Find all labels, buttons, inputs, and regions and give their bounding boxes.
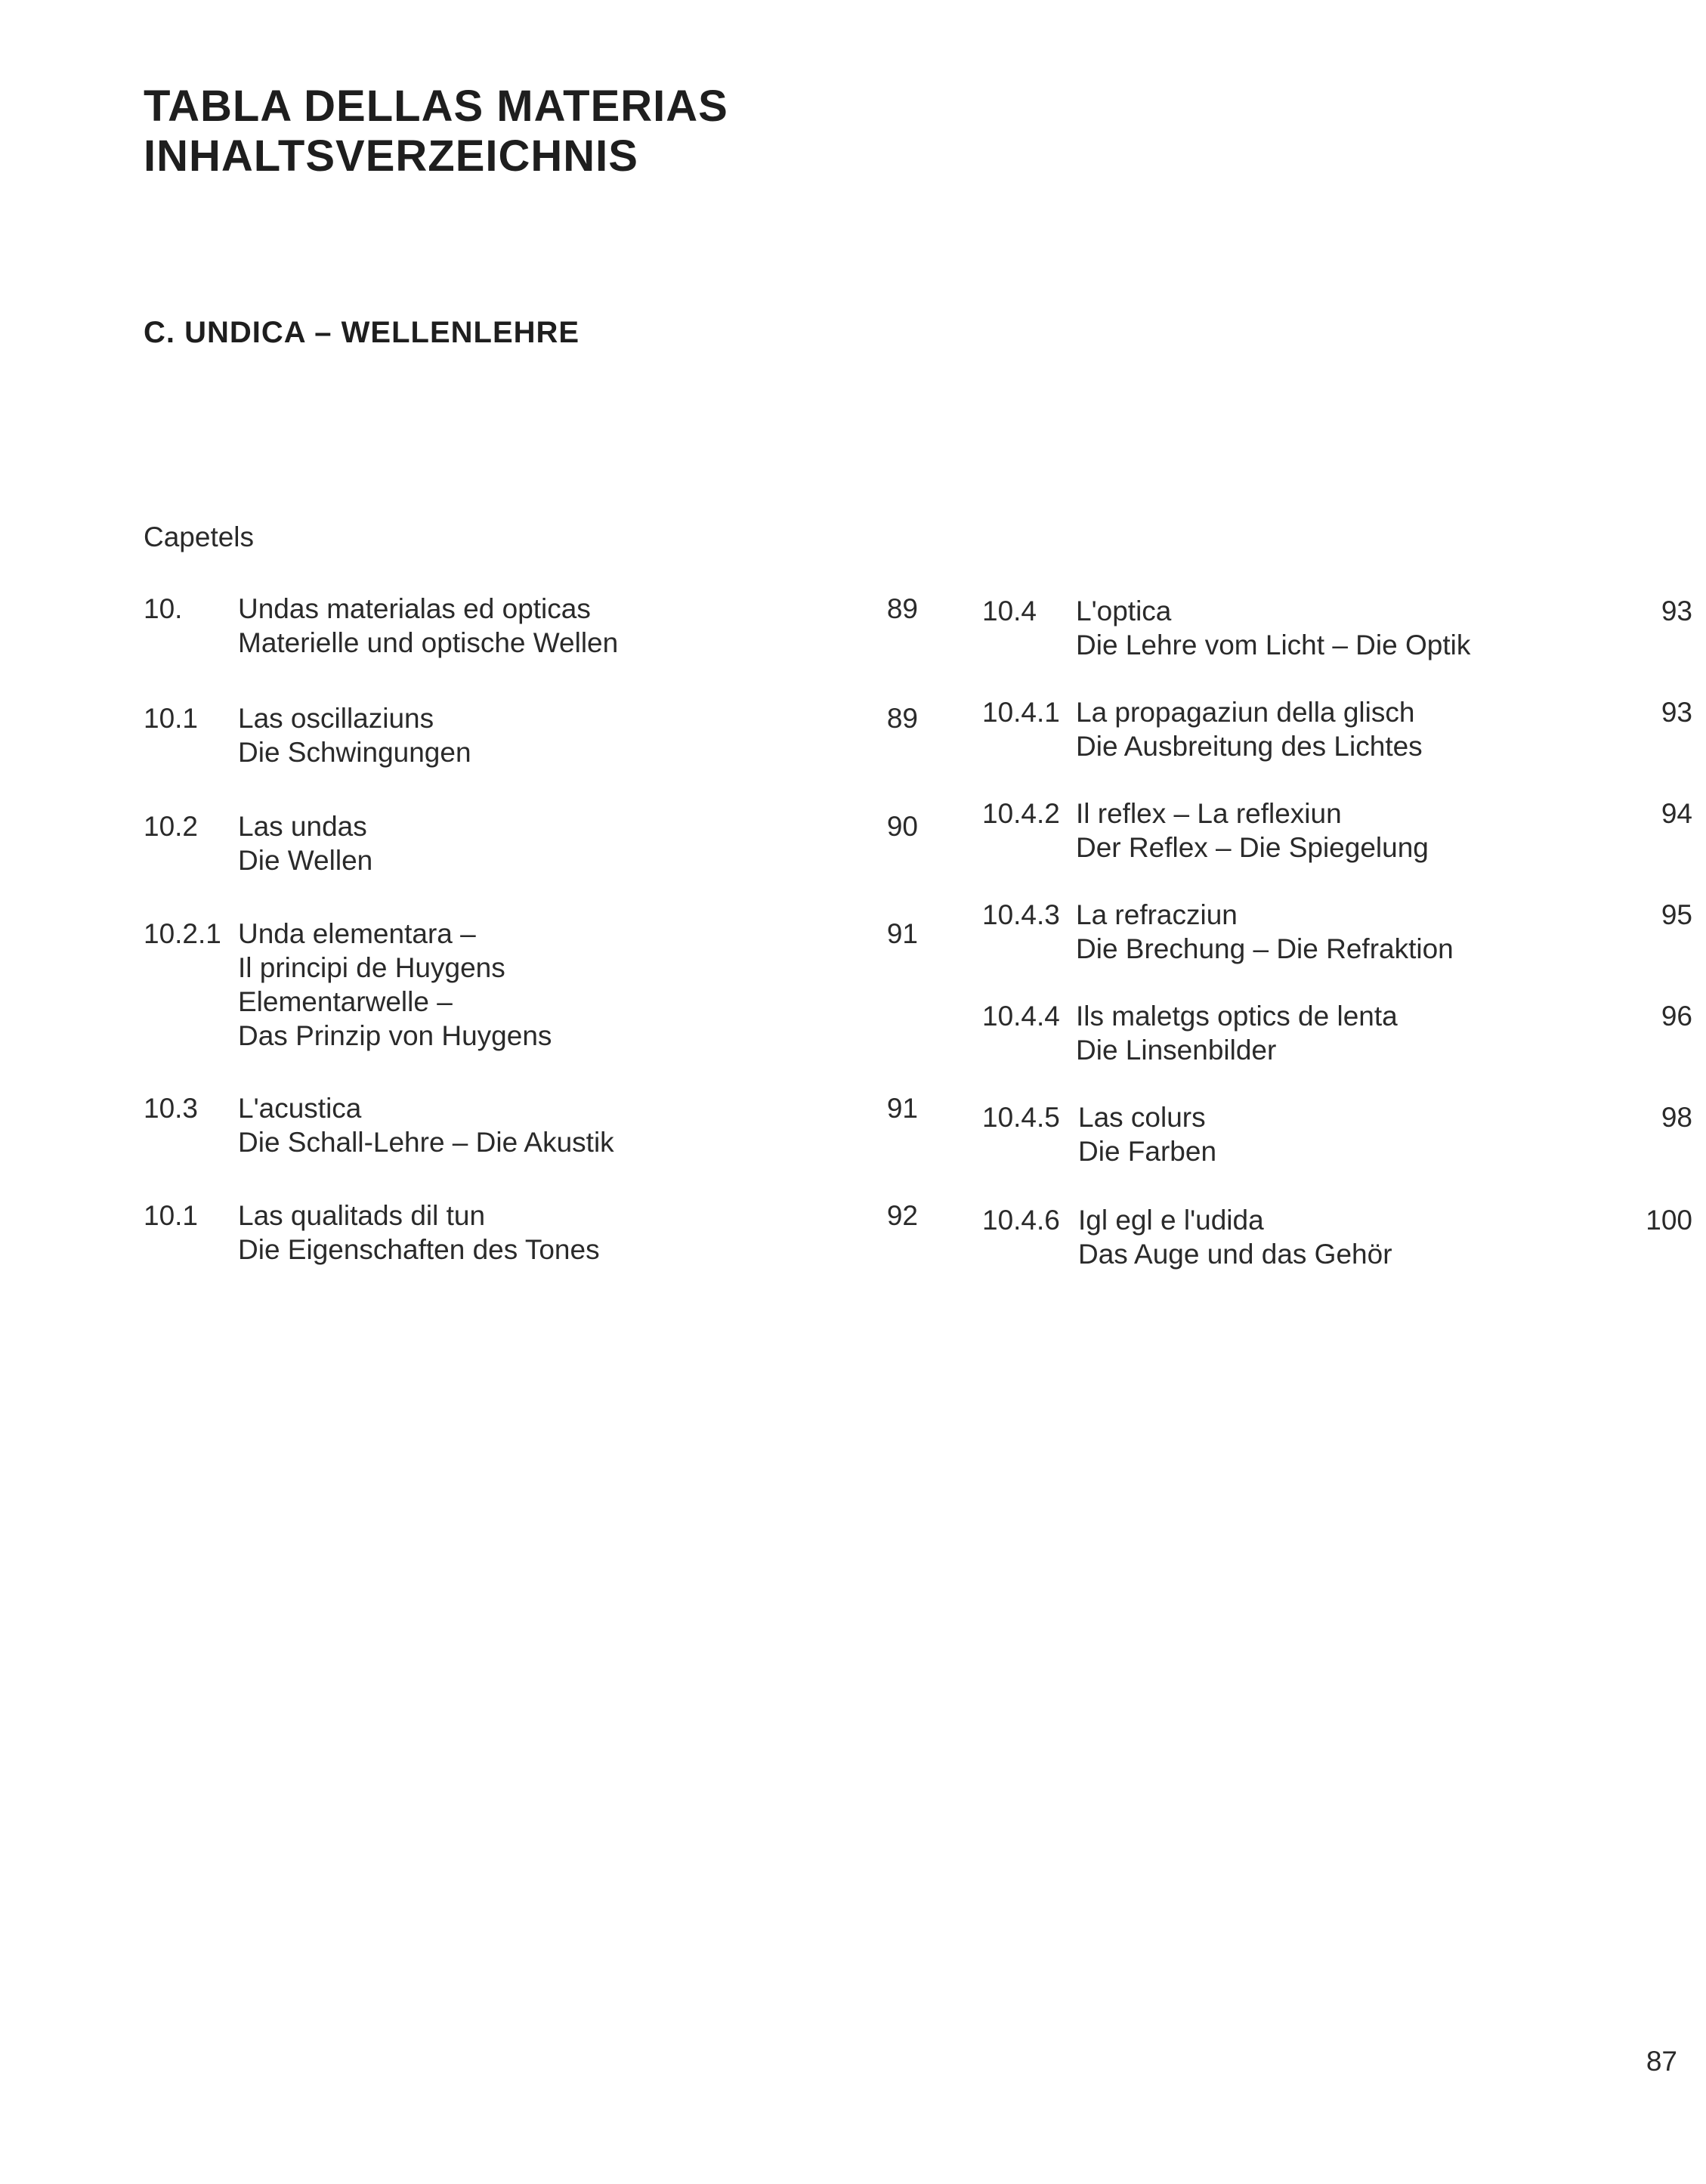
toc-entry-titles xyxy=(238,592,618,660)
toc-entry-title: Die Wellen xyxy=(238,845,373,876)
toc-entry-titles xyxy=(238,1091,614,1159)
toc-entry-number: 10.4.5 xyxy=(982,1102,1060,1133)
toc-entry-title: Die Eigenschaften des Tones xyxy=(238,1234,600,1265)
toc-entry-title: Materielle und optische Wellen xyxy=(238,627,619,658)
toc-entry-number: 10.4 xyxy=(982,595,1037,626)
toc-entry-title: Elementarwelle – xyxy=(238,986,453,1017)
toc-entry-title: Igl egl e l'udida xyxy=(1078,1205,1264,1236)
toc-entry-page: 98 xyxy=(1661,1102,1692,1133)
toc-entry-title: Die Schwingungen xyxy=(238,737,471,768)
page-number: 87 xyxy=(1646,2046,1677,2077)
toc-entry-title: Die Farben xyxy=(1078,1136,1217,1167)
toc-entry-number: 10. xyxy=(144,593,183,624)
toc-entry-titles xyxy=(1076,898,1454,966)
section-heading: C. UNDICA – WELLENLEHRE xyxy=(144,316,580,349)
toc-entry-title: La propagaziun della glisch xyxy=(1076,697,1415,728)
toc-entry-page: 92 xyxy=(886,1200,918,1231)
toc-entry-titles xyxy=(238,701,471,769)
toc-entry-title: Der Reflex – Die Spiegelung xyxy=(1076,832,1429,863)
toc-entry-title: Il reflex – La reflexiun xyxy=(1076,798,1342,829)
title-line-1: TABLA DELLAS MATERIAS xyxy=(144,82,728,131)
toc-entry-page: 89 xyxy=(886,593,918,624)
toc-entry-number: 10.4.6 xyxy=(982,1205,1060,1236)
toc-entry-titles xyxy=(238,917,552,1053)
toc-entry-number: 10.2.1 xyxy=(144,918,221,949)
toc-entry-titles xyxy=(238,1199,600,1267)
toc-entry-page: 94 xyxy=(1661,798,1692,829)
title-line-2: INHALTSVERZEICHNIS xyxy=(144,131,638,181)
toc-entry-titles xyxy=(1078,1100,1216,1168)
toc-entry-titles xyxy=(1076,797,1429,865)
toc-entry-title: Il principi de Huygens xyxy=(238,952,505,983)
toc-entry-title: Die Ausbreitung des Lichtes xyxy=(1076,731,1423,762)
toc-entry-titles xyxy=(1078,1203,1392,1271)
toc-entry-title: L'optica xyxy=(1076,595,1172,626)
toc-entry-title: Ils maletgs optics de lenta xyxy=(1076,1001,1398,1032)
toc-entry-title: Las oscillaziuns xyxy=(238,703,434,734)
toc-entry-page: 89 xyxy=(886,703,918,734)
toc-entry-number: 10.3 xyxy=(144,1093,199,1124)
toc-entry-title: Die Lehre vom Licht – Die Optik xyxy=(1076,630,1471,660)
toc-entry-title: Las qualitads dil tun xyxy=(238,1200,486,1231)
toc-entry-title: Las colurs xyxy=(1078,1102,1206,1133)
toc-entry-number: 10.4.2 xyxy=(982,798,1060,829)
toc-entry-number: 10.4.4 xyxy=(982,1001,1060,1032)
toc-entry-page: 91 xyxy=(886,918,918,949)
toc-entry-title: La refracziun xyxy=(1076,899,1238,930)
toc-entry-page: 96 xyxy=(1661,1001,1692,1032)
toc-entry-title: Las undas xyxy=(238,811,367,842)
toc-entry-titles xyxy=(1076,594,1470,662)
toc-entry-title: Die Linsenbilder xyxy=(1076,1035,1277,1066)
toc-entry-page: 95 xyxy=(1661,899,1692,930)
toc-entry-number: 10.1 xyxy=(144,1200,199,1231)
toc-entry-page: 91 xyxy=(886,1093,918,1124)
toc-entry-number: 10.2 xyxy=(144,811,199,842)
page-title xyxy=(144,82,728,181)
toc-entry-title: Das Prinzip von Huygens xyxy=(238,1020,552,1051)
toc-entry-titles xyxy=(1076,695,1423,763)
toc-entry-number: 10.4.3 xyxy=(982,899,1060,930)
toc-entry-title: Unda elementara – xyxy=(238,918,476,949)
toc-entry-number: 10.4.1 xyxy=(982,697,1060,728)
toc-entry-titles xyxy=(238,809,372,877)
toc-entry-title: Das Auge und das Gehör xyxy=(1078,1239,1392,1270)
toc-entry-page: 90 xyxy=(886,811,918,842)
toc-entry-title: Undas materialas ed opticas xyxy=(238,593,591,624)
toc-entry-titles xyxy=(1076,999,1398,1067)
toc-entry-page: 93 xyxy=(1661,697,1692,728)
toc-entry-title: Die Brechung – Die Refraktion xyxy=(1076,933,1454,964)
toc-entry-title: L'acustica xyxy=(238,1093,362,1124)
toc-entry-title: Die Schall-Lehre – Die Akustik xyxy=(238,1127,614,1158)
toc-entry-page: 100 xyxy=(1646,1205,1692,1236)
chapters-label: Capetels xyxy=(144,521,255,552)
toc-entry-number: 10.1 xyxy=(144,703,199,734)
toc-entry-page: 93 xyxy=(1661,595,1692,626)
